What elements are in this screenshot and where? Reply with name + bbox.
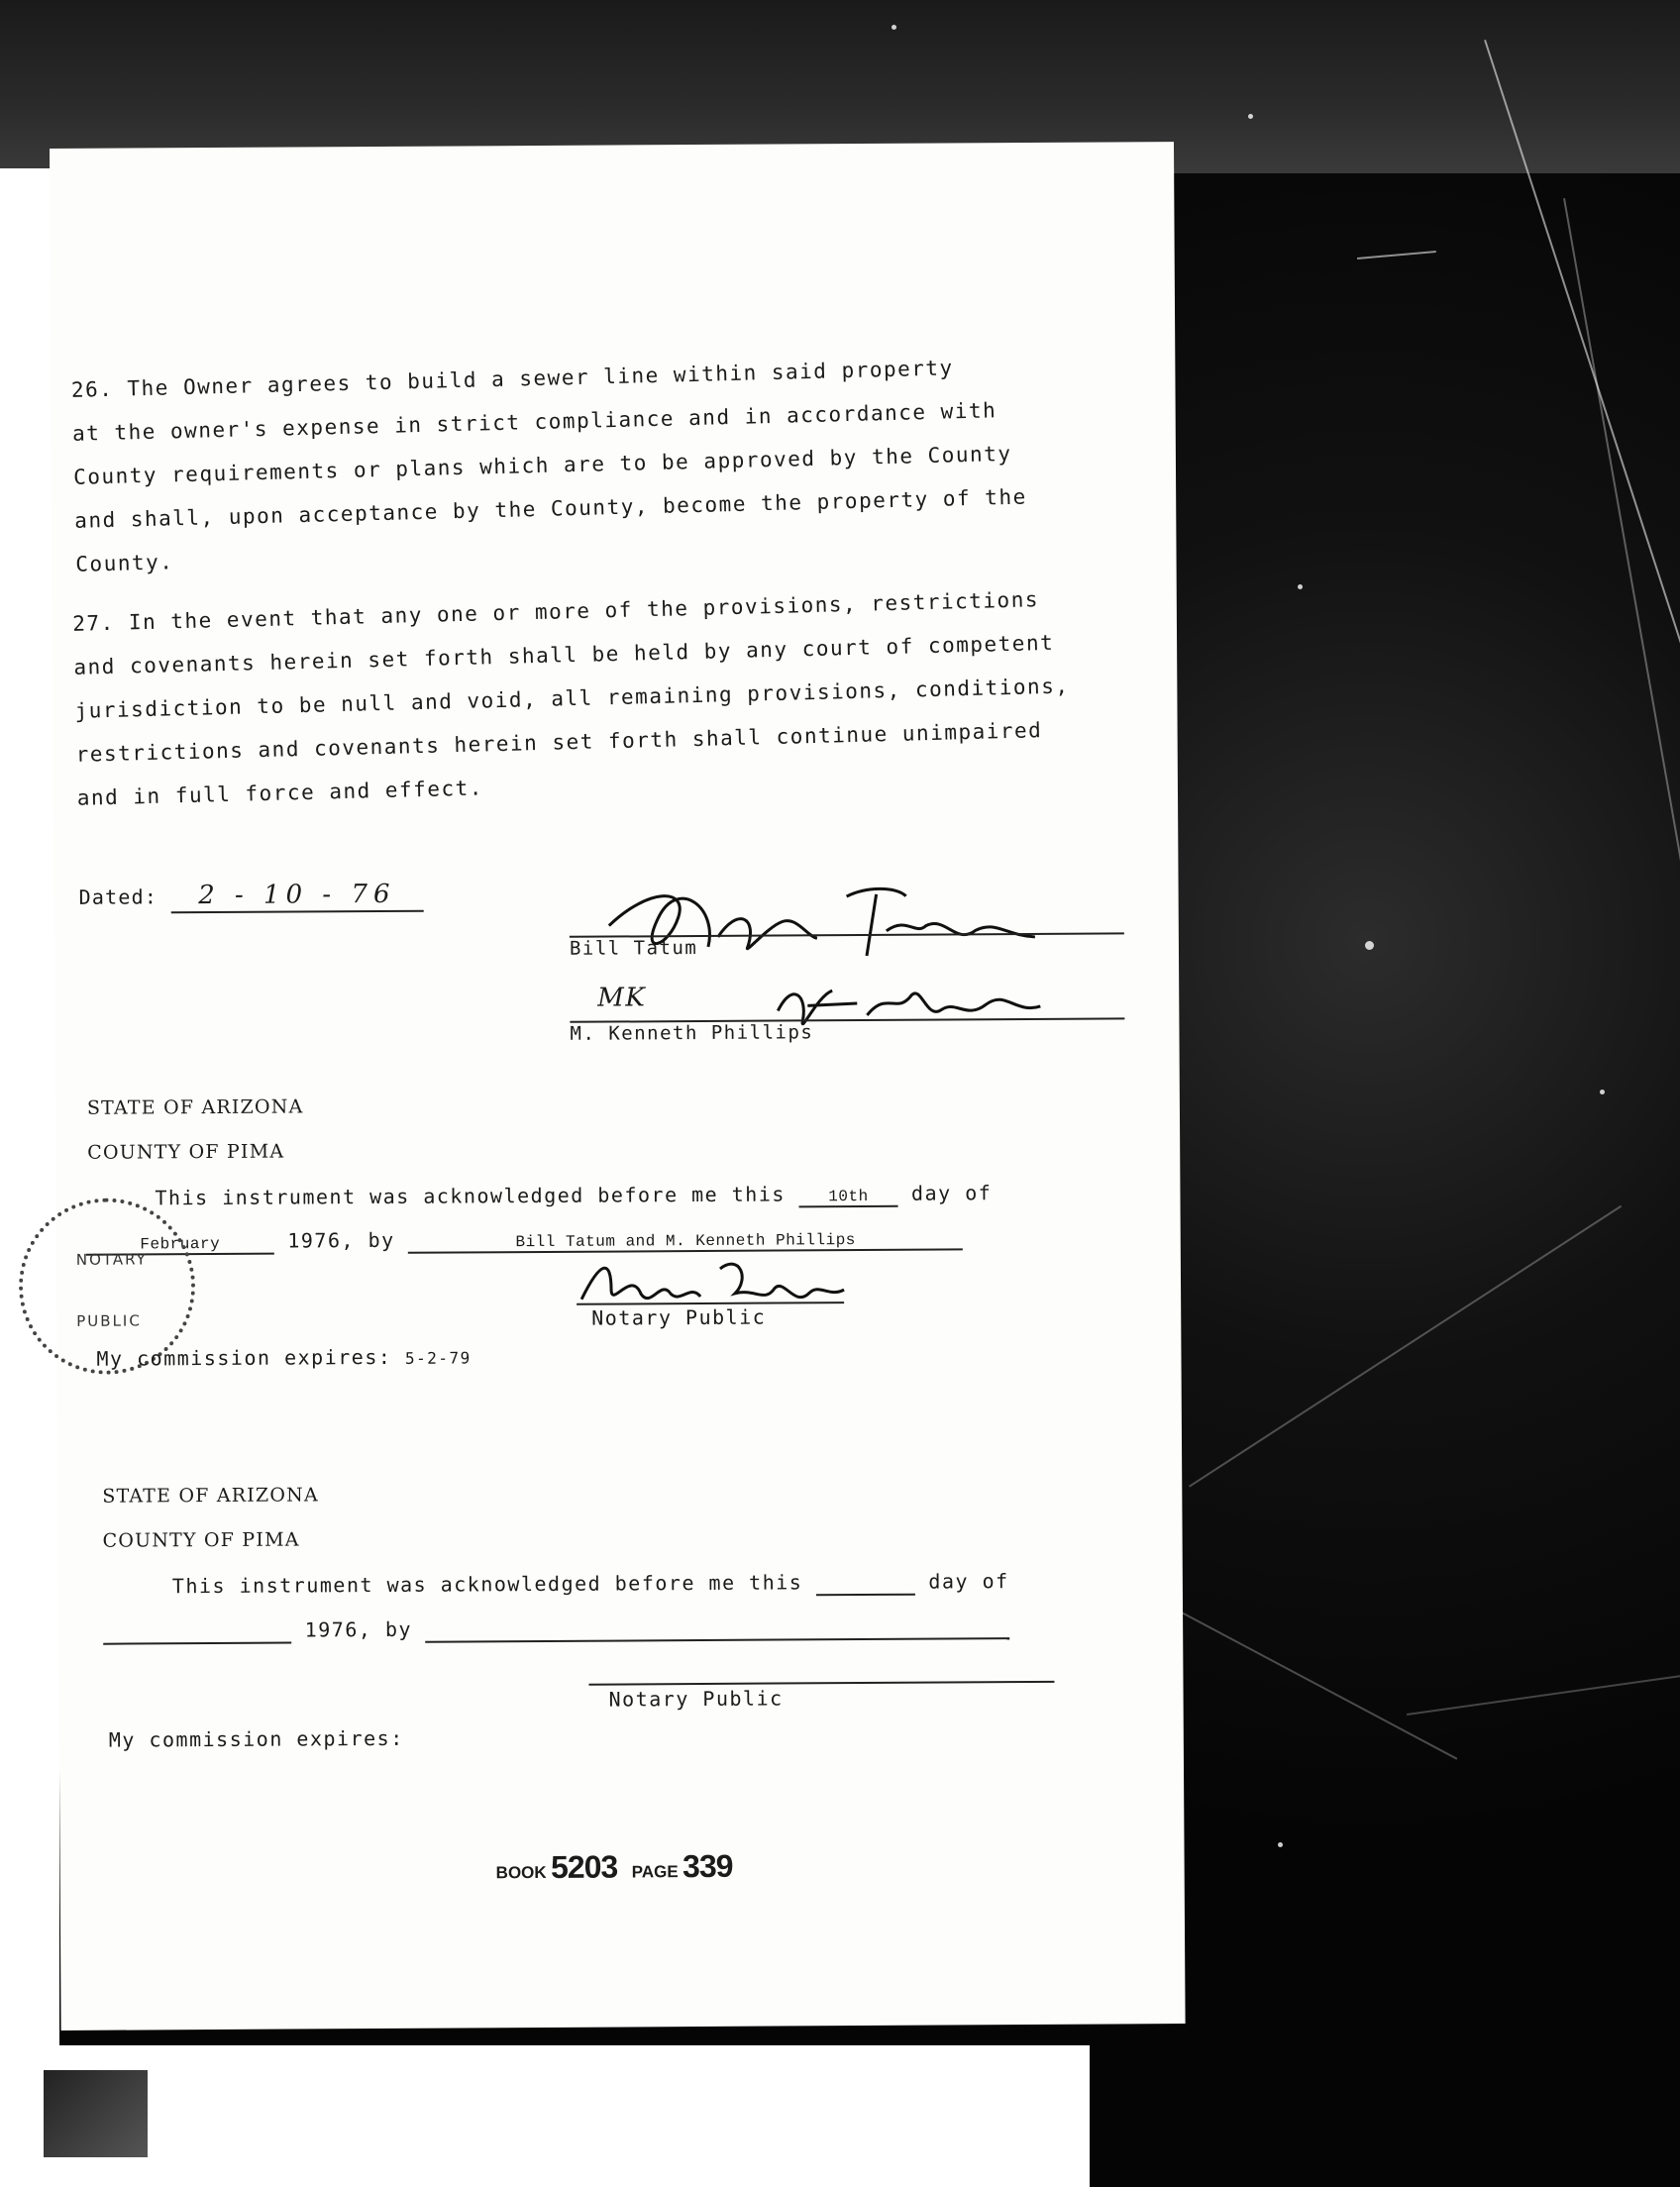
dated-value: 2 - 10 - 76 [170, 880, 423, 914]
ack2-line1 [172, 1569, 1009, 1600]
ack1-line1-suffix: day of [910, 1181, 993, 1205]
ack1-month-value: February [86, 1235, 274, 1256]
ack1-commission-label: My commission expires: [96, 1344, 392, 1371]
ack1-commission [96, 1344, 471, 1370]
ack1-county: COUNTY OF PIMA [87, 1140, 285, 1164]
notary-seal-line1: NOTARY [75, 1250, 148, 1269]
paragraph-27 [72, 576, 1107, 820]
paragraph-line: and shall, upon acceptance by the County, become the property of the [73, 484, 1027, 533]
ack1-notary-label: Notary Public [591, 1304, 767, 1330]
scan-speck [1365, 941, 1374, 950]
scan-bottom-margin [0, 2045, 1090, 2187]
paragraph-line: and covenants herein set forth shall be held by any court of competent [73, 630, 1055, 679]
ack1-line1 [155, 1181, 992, 1211]
dated-field [79, 880, 424, 914]
ack2-by-blank [426, 1619, 1010, 1643]
paragraph-line: 26. The Owner agrees to build a sewer line within said property [70, 356, 954, 402]
ack2-county: COUNTY OF PIMA [102, 1528, 300, 1552]
signer-initials: MK [597, 983, 647, 1013]
ack2-line1-suffix: day of [928, 1569, 1009, 1594]
recording-stamp [495, 1848, 732, 1886]
ack2-commission-label: My commission expires: [108, 1725, 404, 1752]
scan-speck [1248, 114, 1253, 119]
book-label: BOOK [495, 1862, 547, 1883]
document-page [50, 142, 1186, 2031]
page-number: 339 [682, 1847, 733, 1885]
signature-block-tatum [570, 875, 1125, 977]
paragraph-line: at the owner's expense in strict compliance and in accordance with [71, 398, 998, 446]
ack2-notary-line [588, 1681, 1054, 1686]
paragraph-line: and in full force and effect. [76, 776, 484, 810]
ack2-day-blank [816, 1576, 915, 1597]
scan-speck [1278, 1842, 1283, 1847]
signer-name-tatum: Bill Tatum [569, 937, 698, 960]
ack2-year-text: 1976, by [304, 1616, 413, 1642]
ack2-notary-label: Notary Public [608, 1686, 784, 1712]
paragraph-line: restrictions and covenants herein set forth shall continue unimpaired [75, 718, 1043, 767]
scan-speck [1298, 584, 1303, 589]
ack2-state: STATE OF ARIZONA [102, 1484, 319, 1508]
ack1-state: STATE OF ARIZONA [86, 1095, 304, 1119]
paragraph-line: 27. In the event that any one or more of the provisions, restrictions [72, 587, 1040, 636]
ack2-line2 [103, 1614, 1010, 1645]
ack2-line1-prefix: This instrument was acknowledged before me this [171, 1570, 803, 1599]
notary-seal-line2: PUBLIC [76, 1311, 142, 1330]
signature-block-phillips [570, 974, 1125, 1076]
signer-name-phillips: M. Kenneth Phillips [570, 1021, 814, 1045]
scan-speck [1600, 1090, 1605, 1094]
ack2-month-blank [103, 1624, 291, 1645]
ack1-day-value: 10th [798, 1188, 897, 1208]
scan-corner-mark [44, 2070, 148, 2157]
dated-label: Dated: [78, 885, 158, 909]
ack1-by-value: Bill Tatum and M. Kenneth Phillips [408, 1230, 963, 1253]
paragraph-26 [70, 343, 1105, 586]
paragraph-line: County. [75, 550, 174, 576]
book-number: 5203 [550, 1848, 618, 1885]
paragraph-line: jurisdiction to be null and void, all remaining provisions, conditions, [74, 674, 1070, 723]
ack1-line1-prefix: This instrument was acknowledged before me this [155, 1182, 786, 1210]
ack1-year-text: 1976, by [287, 1227, 395, 1253]
page-label: PAGE [631, 1862, 679, 1882]
scan-speck [892, 25, 896, 30]
ack1-commission-value: 5-2-79 [404, 1348, 472, 1368]
paragraph-line: County requirements or plans which are to be approved by the County [72, 441, 1012, 489]
